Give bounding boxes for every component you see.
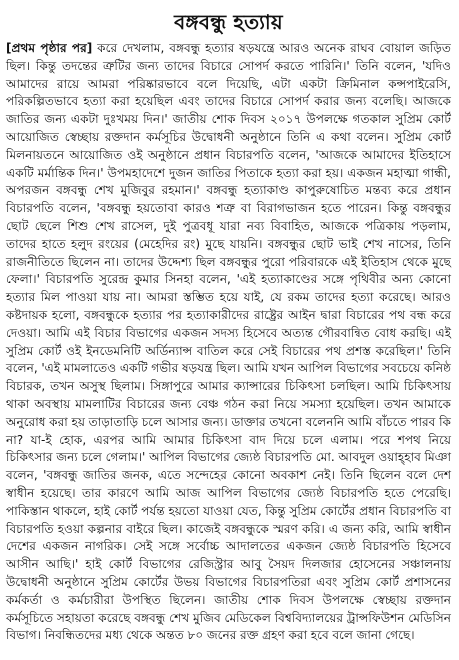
- article-text: করে দেখলাম, বঙ্গবন্ধু হত্যার ষড়যন্ত্রে আরও অনেক রাঘব বোয়াল জড়িত ছিল। কিন্তু তদন্তের ত্রুটির জন্য তাদের বিচারে সোপর্দ করতে পারিনি।' তিনি বলেন, 'যদিও আমাদের রায়ে আমরা পরিষ্কারভাবে বলে দিয়েছি, এটা একটা ক্রিমিনাল কন্সপাইরেসি, পরিকল্পিতভাবে হত্যা করা হয়েছিল এবং তাদের বিচারে সোপর্দ করার জন্য বলেছি। আজকে জাতির জন্য একটা দুঃখময় দিন।' জাতীয় শোক দিবস ২০১৭ উপলক্ষে গতকাল সুপ্রিম কোর্ট আয়োজিত স্বেচ্ছায় রক্তদান কর্মসূচির উদ্বোধনী অনুষ্ঠানে তিনি এ কথা বলেন। সুপ্রিম কোর্ট মিলনায়তনে আয়োজিত ওই অনুষ্ঠানে প্রধান বিচারপতি বলেন, 'আজকে আমাদের ইতিহাসে একটি মর্মান্তিক দিন।' উপমহাদেশে দুজন জাতির পিতাকে হত্যা করা হয়। একজন মহাত্মা গান্ধী, অপরজন বঙ্গবন্ধু শেখ মুজিবুর রহমান।' বঙ্গবন্ধু হত্যাকাণ্ড কাপুরুষোচিত মন্তব্য করে প্রধান বিচারপতি বলেন, 'বঙ্গবন্ধু হয়তোবা কারও শত্রু বা বিরাগভাজন হতে পারেন। কিন্তু বঙ্গবন্ধুর ছোট ছেলে শিশু শেখ রাসেল, দুই পুত্রবধূ যারা নব্য বিবাহিত, আজকে পত্রিকায় পড়লাম, তাদের হাতে হলুদ রংয়ের (মেহেদির রং) মুছে যায়নি। বঙ্গবন্ধুর ছোট ভাই শেখ নাসের, তিনি রাজনীতিতে ছিলেন না। তাদের উদ্দেশ্য ছিল বঙ্গবন্ধুর পুরো পরিবারকে এই ইতিহাস থেকে মুছে ফেলা।' বিচারপতি সুরেন্দ্র কুমার সিনহা বলেন, 'এই হত্যাকাণ্ডের সঙ্গে পৃথিবীর অন্য কোনো হত্যার মিল পাওয়া যায় না। আমরা স্তম্ভিত হয়ে যাই, যে রকম তাদের হত্যা করেছে। আরও কষ্টদায়ক হলো, বঙ্গবন্ধুকে হত্যার পর হত্যাকারীদের রাষ্ট্রের আইন দ্বারা বিচারের পথ বন্ধ করে দেওয়া। আমি এই বিচার বিভাগের একজন সদস্য হিসেবে অত্যন্ত গৌরবান্বিত বোধ করছি। এই সুপ্রিম কোর্ট ওই ইনডেমনিটি অর্ডিন্যান্স বাতিল করে সেই বিচারের পথ প্রশস্ত করেছিল।' তিনি বলেন, 'এই মামলাতেও একটি গভীর ষড়যন্ত্র ছিল। আমি যখন আপিল বিভাগের সবচেয়ে কনিষ্ঠ বিচারক, তখন অসুস্থ ছিলাম। সিঙ্গাপুরে আমার ক্যান্সারের চিকিৎসা চলছিল। আমি চিকিৎসায় থাকা অবস্থায় মামলাটির বিচারের জন্য বেঞ্চ গঠন করা নিয়ে সমস্যা হয়েছিল। তখন আমাকে অনুরোধ করা হয় তাড়াতাড়ি চলে আসার জন্য। ডাক্তার তখনো বলেননি আমি বাঁচতে পারব কি না? যা-ই হোক, এরপর আমি আমার চিকিৎসা বাদ দিয়ে চলে এলাম। পরে শপথ নিয়ে চিকিৎসার জন্য চলে গেলাম।' আপিল বিভাগের জ্যেষ্ঠ বিচারপতি মো. আবদুল ওয়াহ্হাব মিঞা বলেন, 'বঙ্গবন্ধু জাতির জনক, এতে সন্দেহের কোনো অবকাশ নেই। তিনি ছিলেন বলে দেশ স্বাধীন হয়েছে। তার কারণে আমি আজ আপিল বিভাগের জ্যেষ্ঠ বিচারপতি হতে পেরেছি। পাকিস্তান থাকলে, হাই কোর্ট পর্যন্ত হয়তো যাওয়া যেত, কিন্তু সুপ্রিম কোর্টের প্রধান বিচারপতি বা বিচারপতি হওয়া কল্পনার বাইরে ছিল। কাজেই বঙ্গবন্ধুকে স্মরণ করি। এ জন্য করি, আমি স্বাধীন দেশের একজন নাগরিক। সেই সঙ্গে সর্বোচ্চ আদালতের একজন জ্যেষ্ঠ বিচারপতি হিসেবে আসীন আছি।' হাই কোর্ট বিভাগের রেজিস্ট্রার আবু সৈয়দ দিলজার হোসেনের সঞ্চালনায় উদ্বোধনী অনুষ্ঠানে সুপ্রিম কোর্টের উভয় বিভাগের বিচারপতিরা এবং সুপ্রিম কোর্ট প্রশাসনের কর্মকর্তা ও কর্মচারীরা উপস্থিত ছিলেন। জাতীয় শোক দিবস উপলক্ষে স্বেচ্ছায় রক্তদান কর্মসূচিতে সহায়তা করেছে বঙ্গবন্ধু শেখ মুজিব মেডিকেল বিশ্ববিদ্যালয়ের ট্রান্সফিউশন মেডিসিন বিভাগ। নিবন্ধিতদের মধ্য থেকে অন্তত ৮০ জনের রক্ত গ্রহণ করা হবে বলে জানা গেছে।: [6, 41, 452, 643]
- continuation-label: [প্রথম পৃষ্ঠার পর]: [6, 41, 93, 55]
- article-body: [6, 40, 451, 645]
- article-paragraph: [6, 40, 451, 645]
- article-headline: বঙ্গবন্ধু হত্যায়: [174, 10, 283, 34]
